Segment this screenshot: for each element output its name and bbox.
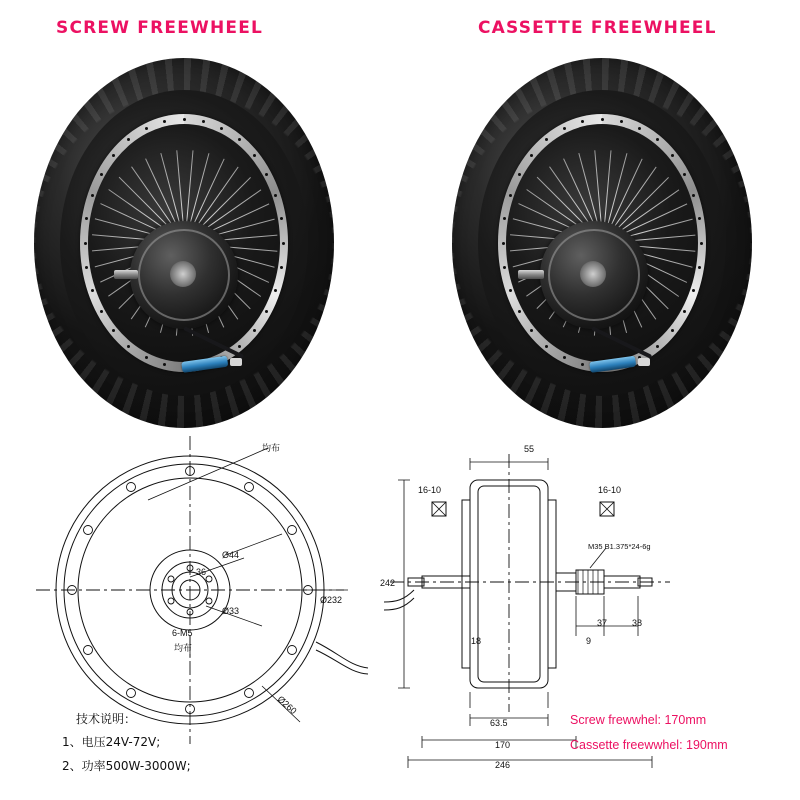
- rim-eyelet: [274, 194, 277, 197]
- rim-eyelet: [253, 329, 256, 332]
- side-view-label-right-bearing: 16-10: [598, 485, 622, 495]
- rim-eyelet: [100, 173, 103, 176]
- connector-tip: [638, 358, 650, 366]
- side-view-label-dim-38: 38: [632, 618, 643, 628]
- rim-eyelet: [545, 345, 548, 348]
- rim-eyelet: [581, 363, 584, 366]
- side-view-label-dim-18: 18: [471, 636, 482, 646]
- rim-eyelet: [518, 310, 521, 313]
- notes-line-1: 1、电压24V-72V;: [62, 735, 161, 749]
- rim-eyelet: [656, 138, 659, 141]
- side-view-label-top-width: 55: [524, 444, 535, 454]
- axle: [114, 270, 138, 279]
- side-view-label-dim-170: 170: [495, 740, 511, 750]
- front-view-label-dia-260: Ø260: [275, 693, 299, 717]
- rim-eyelet: [671, 329, 674, 332]
- wheel-photo-cassette-freewheel: [452, 58, 752, 428]
- rim-eyelet: [518, 173, 521, 176]
- front-view-label-inner-36: 36: [196, 567, 207, 577]
- rim-eyelet: [638, 127, 641, 130]
- side-view-label-left-bearing: 16-10: [418, 485, 442, 495]
- rim-eyelet: [202, 120, 205, 123]
- wheel-photo-screw-freewheel: [34, 58, 334, 428]
- rim-eyelet: [563, 127, 566, 130]
- rim-eyelet: [683, 173, 686, 176]
- front-view-label-top-note: 均布: [262, 444, 281, 454]
- rim-eyelet: [163, 363, 166, 366]
- rim-eyelet: [698, 266, 701, 269]
- side-view-label-left-height: 242: [380, 578, 396, 588]
- rim-eyelet: [91, 194, 94, 197]
- side-view-label-dim-246: 246: [495, 760, 511, 770]
- rim-eyelet: [601, 118, 604, 121]
- rim-eyelet: [683, 310, 686, 313]
- rim-eyelet: [530, 154, 533, 157]
- front-view-label-bolt-pattern: 6-M5: [172, 628, 193, 638]
- side-view-label-dim-9: 9: [586, 636, 592, 646]
- rim-eyelet: [183, 118, 186, 121]
- heading-screw-freewheel: SCREW FREEWHEEL: [56, 18, 264, 38]
- notes-title: 技术说明：: [76, 712, 137, 726]
- rim-eyelet: [280, 217, 283, 220]
- side-view-label-dim-63-5: 63.5: [490, 718, 508, 728]
- spec-screw-width: Screw frewwhel: 170mm: [570, 713, 707, 727]
- rim-eyelet: [671, 154, 674, 157]
- rim-eyelet: [253, 154, 256, 157]
- rim-eyelet: [265, 173, 268, 176]
- rim-eyelet: [692, 194, 695, 197]
- rim-eyelet: [265, 310, 268, 313]
- rim-eyelet: [85, 217, 88, 220]
- notes-line-2: 2、功率500W-3000W;: [62, 759, 191, 773]
- hub-center: [170, 261, 196, 287]
- front-view-label-dia-232: Ø232: [320, 595, 343, 605]
- rim-eyelet: [85, 266, 88, 269]
- rim-eyelet: [238, 345, 241, 348]
- rim-eyelet: [220, 127, 223, 130]
- rim-eyelet: [692, 289, 695, 292]
- spec-cassette-width: Cassette freewwhel: 190mm: [570, 738, 728, 752]
- hub-center: [580, 261, 606, 287]
- rim-eyelet: [509, 289, 512, 292]
- rim-eyelet: [112, 154, 115, 157]
- rim-eyelet: [530, 329, 533, 332]
- rim-eyelet: [145, 127, 148, 130]
- rim-eyelet: [163, 120, 166, 123]
- rim-eyelet: [509, 194, 512, 197]
- front-view-label-dia-33: Ø33: [222, 606, 240, 616]
- rim-eyelet: [581, 120, 584, 123]
- rim-eyelet: [112, 329, 115, 332]
- side-view-label-thread: M35 B1.375*24-6g: [588, 542, 651, 551]
- axle: [518, 270, 544, 279]
- front-view-label-bolt-note: 均布: [174, 644, 193, 654]
- rim-eyelet: [656, 345, 659, 348]
- rim-eyelet: [503, 266, 506, 269]
- connector-tip: [230, 358, 242, 366]
- rim-eyelet: [700, 242, 703, 245]
- rim-eyelet: [100, 310, 103, 313]
- rim-eyelet: [84, 242, 87, 245]
- rim-eyelet: [282, 242, 285, 245]
- rim-eyelet: [274, 289, 277, 292]
- heading-cassette-freewheel: CASSETTE FREEWHEEL: [478, 18, 717, 38]
- rim-eyelet: [280, 266, 283, 269]
- side-view-label-dim-37: 37: [597, 618, 608, 628]
- rim-eyelet: [698, 217, 701, 220]
- rim-eyelet: [545, 138, 548, 141]
- rim-eyelet: [502, 242, 505, 245]
- rim-eyelet: [503, 217, 506, 220]
- rim-eyelet: [127, 345, 130, 348]
- rim-eyelet: [145, 356, 148, 359]
- rim-eyelet: [91, 289, 94, 292]
- rim-eyelet: [620, 120, 623, 123]
- front-view-label-dia-44: Ø44: [222, 550, 240, 560]
- rim-eyelet: [563, 356, 566, 359]
- rim-eyelet: [238, 138, 241, 141]
- rim-eyelet: [127, 138, 130, 141]
